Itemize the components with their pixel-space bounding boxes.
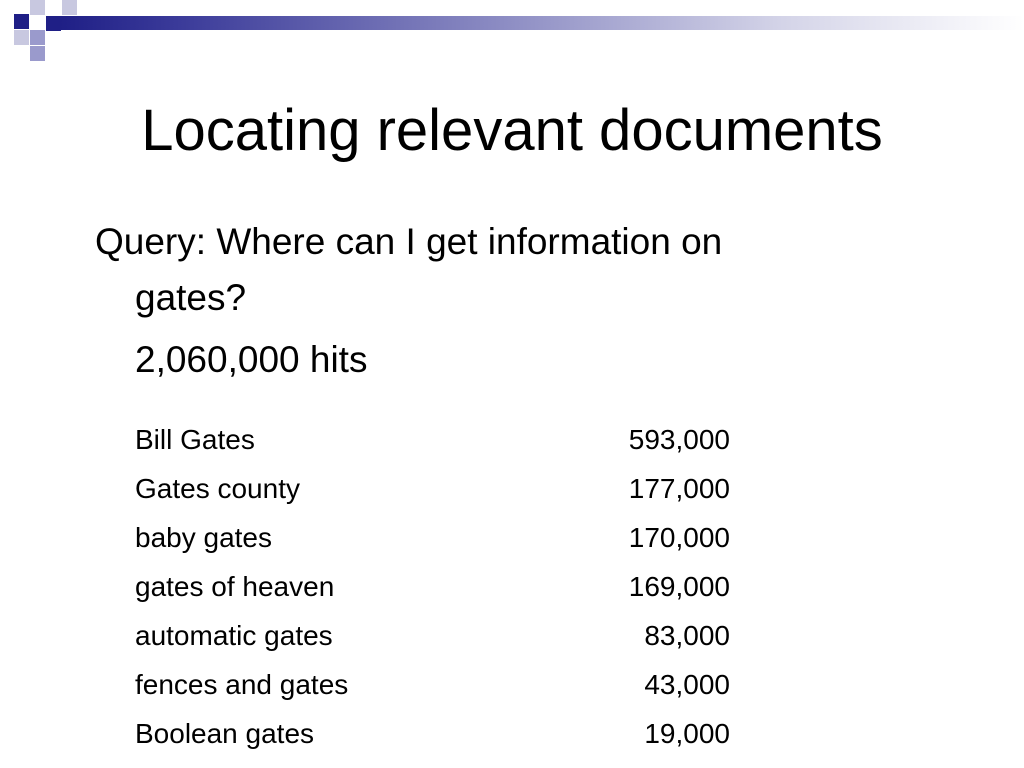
square-light (14, 30, 29, 45)
query-text: Query: Where can I get information on (95, 221, 723, 262)
hits-count: 2,060,000 hits (135, 339, 368, 380)
list-item (135, 662, 735, 711)
square-light (62, 0, 77, 15)
slide-title: Locating relevant documents (141, 98, 883, 163)
result-count: 43,000 (644, 669, 730, 700)
result-count: 19,000 (644, 718, 730, 749)
list-item (135, 417, 735, 466)
result-count: 169,000 (628, 571, 730, 602)
list-item (135, 466, 735, 515)
result-term: Boolean gates (135, 718, 315, 749)
result-count: 170,000 (628, 522, 730, 553)
result-count: 593,000 (628, 424, 730, 455)
square-dark (46, 16, 61, 31)
square-light (30, 0, 45, 15)
square-mid (30, 30, 45, 45)
square-dark (14, 14, 29, 29)
result-count: 177,000 (628, 473, 730, 504)
list-item (135, 515, 735, 564)
decorative-squares (0, 0, 80, 62)
list-item (135, 613, 735, 662)
list-item (135, 564, 735, 613)
result-term: gates of heaven (135, 571, 335, 602)
result-term: baby gates (135, 522, 272, 553)
result-term: Bill Gates (135, 424, 255, 455)
result-count: 83,000 (644, 620, 730, 651)
list-item (135, 711, 735, 760)
result-term: fences and gates (135, 669, 349, 700)
result-term: automatic gates (135, 620, 333, 651)
result-term: Gates county (135, 473, 300, 504)
results-list (135, 417, 735, 760)
square-mid (30, 46, 45, 61)
header-gradient-bar (60, 16, 1024, 30)
query-text-continued: gates? (135, 277, 247, 318)
